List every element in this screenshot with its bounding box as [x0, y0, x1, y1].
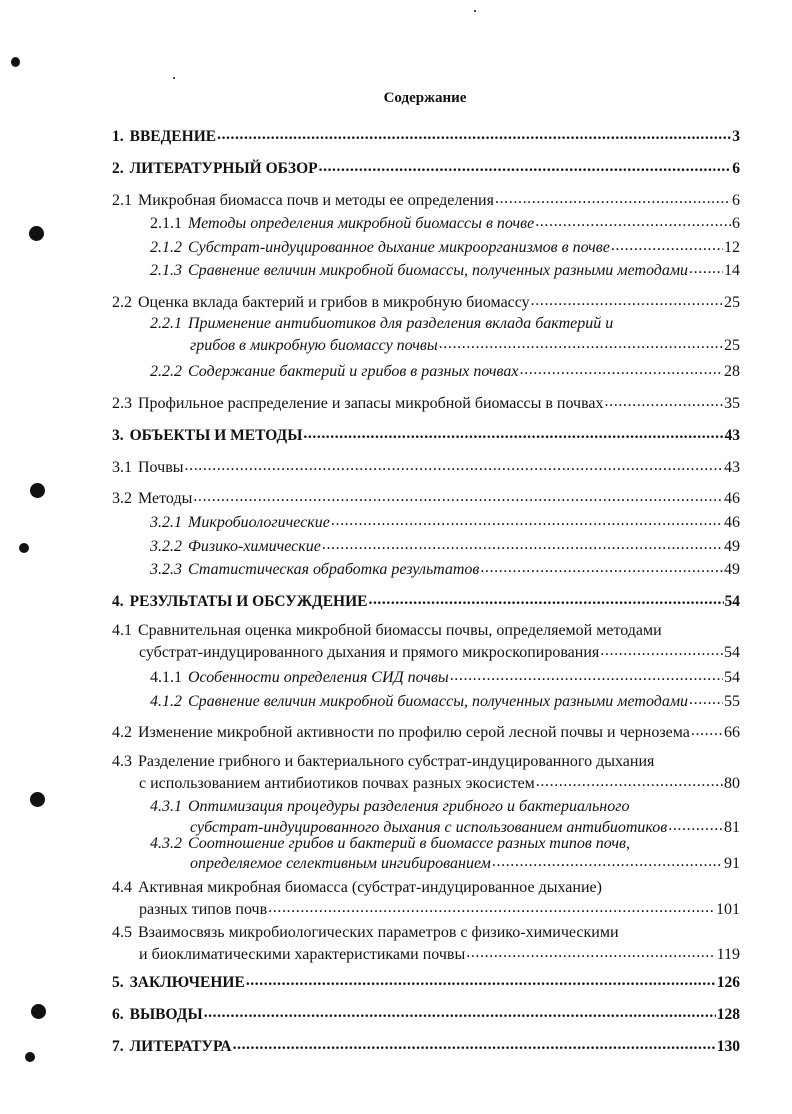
toc-entry-3[interactable]: 3. ОБЪЕКТЫ И МЕТОДЫ ..... 43 — [112, 424, 740, 445]
toc-entry-text: Субстрат-индуцированное дыхание микроорганизмов в почве — [188, 239, 610, 256]
toc-entry-4-3-cont[interactable] — [139, 772, 740, 793]
page-number: 43 — [724, 459, 740, 476]
toc-entry-4-5[interactable]: 4.5 Взаимосвязь микробиологических параметров с физико-химическими — [112, 924, 619, 941]
toc-entry-text: Микробная биомасса почв и методы ее определения — [138, 192, 494, 209]
toc-entry-text: ЗАКЛЮЧЕНИЕ — [129, 973, 245, 991]
toc-entry-text-cont: субстрат-индуцированного дыхания и прямого микроскопирования — [139, 644, 600, 661]
leader-dots — [217, 125, 731, 141]
leader-dots — [303, 424, 723, 440]
toc-entry-2-2[interactable]: 2.2 Оценка вклада бактерий и грибов в микробную биомассу ..... 25 — [112, 291, 740, 312]
punch-hole-mark — [11, 57, 20, 67]
toc-entry-4-1-1[interactable]: 4.1.1 Особенности определения СИД почвы ..... 54 — [150, 666, 740, 687]
page-number: 128 — [716, 1005, 740, 1023]
toc-entry-4-4[interactable]: 4.4 Активная микробная биомасса (субстрат-индуцированное дыхание) — [112, 879, 602, 896]
toc-entry-text: Разделение грибного и бактериального субстрат-индуцированного дыхания — [138, 753, 655, 770]
page-number: 55 — [724, 693, 740, 710]
leader-dots — [246, 971, 716, 987]
toc-entry-1[interactable]: 1. ВВЕДЕНИЕ ..... 3 — [112, 125, 740, 146]
toc-entry-text: Сравнение величин микробной биомассы, полученных разными методами — [188, 693, 689, 710]
toc-entry-text: Соотношение грибов и бактерий в биомассе разных типов почв, — [188, 835, 630, 852]
toc-entry-text: Методы — [138, 490, 193, 507]
toc-entry-2-1-2[interactable]: 2.1.2 Субстрат-индуцированное дыхание микроорганизмов в почве ..... 12 — [150, 236, 740, 257]
toc-entry-2[interactable]: 2. ЛИТЕРАТУРНЫЙ ОБЗОР ..... 6 — [112, 157, 740, 178]
page-title: Содержание — [383, 90, 467, 106]
toc-entry-text: Сравнительная оценка микробной биомассы почвы, определяемой методами — [138, 622, 662, 639]
toc-entry-2-1[interactable]: 2.1 Микробная биомасса почв и методы ее определения ..... 6 — [112, 189, 740, 210]
leader-dots — [466, 943, 715, 959]
leader-dots — [322, 535, 723, 551]
toc-entry-4[interactable]: 4. РЕЗУЛЬТАТЫ И ОБСУЖДЕНИЕ ..... 54 — [112, 590, 740, 611]
toc-entry-text: Физико-химические — [188, 538, 321, 555]
toc-entry-2-1-3[interactable]: 2.1.3 Сравнение величин микробной биомассы, полученных разными методами ..... 14 — [150, 259, 740, 280]
leader-dots — [268, 898, 715, 914]
leader-dots — [204, 1003, 716, 1019]
leader-dots — [689, 690, 723, 706]
leader-dots — [450, 666, 723, 682]
page-number: 6 — [732, 159, 740, 177]
toc-entry-3-2[interactable]: 3.2 Методы ..... 46 — [112, 487, 740, 508]
toc-entry-text: Изменение микробной активности по профилю серой лесной почвы и чернозема — [138, 724, 690, 741]
toc-entry-text-cont: разных типов почв — [139, 901, 268, 918]
toc-entry-7[interactable]: 7. ЛИТЕРАТУРА ..... 130 — [112, 1035, 740, 1056]
toc-entry-text: Почвы — [138, 459, 184, 476]
leader-dots — [480, 558, 723, 574]
toc-entry-text: ОБЪЕКТЫ И МЕТОДЫ — [129, 426, 303, 444]
toc-entry-text: РЕЗУЛЬТАТЫ И ОБСУЖДЕНИЕ — [129, 592, 368, 610]
toc-entry-4-3-2-cont[interactable] — [190, 852, 740, 873]
toc-entry-4-2[interactable]: 4.2 Изменение микробной активности по профилю серой лесной почвы и чернозема ..... 66 — [112, 721, 740, 742]
toc-entry-text-cont: и биоклиматическими характеристиками почвы — [139, 946, 466, 963]
leader-dots — [600, 641, 723, 657]
toc-entry-4-1-cont[interactable] — [139, 641, 740, 662]
toc-entry-4-4-cont[interactable] — [139, 898, 740, 919]
page-number: 54 — [724, 592, 740, 610]
page-number: 28 — [724, 363, 740, 380]
toc-entry-2-2-2[interactable]: 2.2.2 Содержание бактерий и грибов в разных почвах ..... 28 — [150, 360, 740, 381]
toc-entry-4-3-2[interactable]: 4.3.2 Соотношение грибов и бактерий в биомассе разных типов почв, — [150, 835, 630, 852]
page-number: 35 — [724, 395, 740, 412]
toc-entry-text-cont: с использованием антибиотиков почвах разных экосистем — [139, 775, 535, 792]
toc-entry-text: ЛИТЕРАТУРНЫЙ ОБЗОР — [129, 159, 318, 177]
page-number: 43 — [724, 426, 740, 444]
toc-entry-text: ВЫВОДЫ — [129, 1005, 203, 1023]
toc-entry-5[interactable]: 5. ЗАКЛЮЧЕНИЕ ..... 126 — [112, 971, 740, 992]
leader-dots — [668, 816, 723, 832]
toc-entry-text: ЛИТЕРАТУРА — [129, 1037, 232, 1055]
page-number: 49 — [724, 538, 740, 555]
toc-entry-3-1[interactable]: 3.1 Почвы ..... 43 — [112, 456, 740, 477]
leader-dots — [605, 392, 723, 408]
scan-speck — [474, 10, 476, 12]
leader-dots — [193, 487, 723, 503]
page-number: 12 — [724, 239, 740, 256]
punch-hole-mark — [30, 483, 45, 498]
toc-entry-text-cont: определяемое селективным ингибированием — [190, 855, 491, 872]
leader-dots — [185, 456, 724, 472]
toc-entry-4-1-2[interactable]: 4.1.2 Сравнение величин микробной биомассы, полученных разными методами ..... 55 — [150, 690, 740, 711]
leader-dots — [495, 189, 731, 205]
scan-speck — [173, 77, 175, 79]
toc-entry-text: Активная микробная биомасса (субстрат-индуцированное дыхание) — [138, 879, 602, 896]
page-number: 91 — [724, 855, 740, 872]
page-number: 46 — [724, 490, 740, 507]
page-number: 81 — [724, 819, 740, 836]
toc-entry-4-3-1-cont[interactable] — [190, 816, 740, 837]
page-number: 46 — [724, 514, 740, 531]
toc-entry-text-cont: субстрат-индуцированного дыхания с использованием антибиотиков — [190, 819, 668, 836]
toc-entry-3-2-3[interactable]: 3.2.3 Статистическая обработка результатов ..... 49 — [150, 558, 740, 579]
toc-entry-3-2-2[interactable]: 3.2.2 Физико-химические ..... 49 — [150, 535, 740, 556]
page-number: 3 — [732, 127, 740, 145]
toc-entry-text: Оценка вклада бактерий и грибов в микробную биомассу — [138, 294, 530, 311]
leader-dots — [439, 334, 723, 350]
leader-dots — [233, 1035, 716, 1051]
page-number: 80 — [724, 775, 740, 792]
leader-dots — [492, 852, 723, 868]
toc-entry-4-5-cont[interactable] — [139, 943, 740, 964]
toc-entry-text: Статистическая обработка результатов — [188, 561, 480, 578]
toc-entry-6[interactable]: 6. ВЫВОДЫ ..... 128 — [112, 1003, 740, 1024]
toc-entry-text: Профильное распределение и запасы микробной биомассы в почвах — [138, 395, 604, 412]
leader-dots — [331, 511, 723, 527]
toc-entry-3-2-1[interactable]: 3.2.1 Микробиологические ..... 46 — [150, 511, 740, 532]
leader-dots — [531, 291, 723, 307]
page-number: 101 — [716, 901, 740, 918]
leader-dots — [520, 360, 724, 376]
page-number: 25 — [724, 294, 740, 311]
toc-entry-text: Особенности определения СИД почвы — [188, 669, 449, 686]
toc-entry-2-1-1[interactable]: 2.1.1 Методы определения микробной биомассы в почве ..... 6 — [150, 212, 740, 233]
leader-dots — [611, 236, 723, 252]
page-number: 25 — [724, 337, 740, 354]
page-number: 49 — [724, 561, 740, 578]
toc-entry-text: Микробиологические — [188, 514, 330, 531]
toc-entry-text-cont: грибов в микробную биомассу почвы — [190, 337, 438, 354]
page-number: 66 — [724, 724, 740, 741]
leader-dots — [536, 772, 723, 788]
toc-entry-text: Методы определения микробной биомассы в почве — [188, 215, 535, 232]
punch-hole-mark — [19, 543, 29, 553]
page-number: 6 — [732, 192, 740, 209]
page-number: 119 — [716, 946, 740, 963]
punch-hole-mark — [31, 1004, 46, 1019]
punch-hole-mark — [29, 226, 44, 241]
toc-entry-2-3[interactable]: 2.3 Профильное распределение и запасы микробной биомассы в почвах ..... 35 — [112, 392, 740, 413]
leader-dots — [689, 259, 723, 275]
page-number: 54 — [724, 669, 740, 686]
toc-entry-2-2-1-cont[interactable] — [190, 334, 740, 355]
page-number: 54 — [724, 644, 740, 661]
toc-entry-4-1[interactable]: 4.1 Сравнительная оценка микробной биомассы почвы, определяемой методами — [112, 622, 662, 639]
page-number: 130 — [716, 1037, 740, 1055]
toc-entry-4-3[interactable]: 4.3 Разделение грибного и бактериального субстрат-индуцированного дыхания — [112, 753, 655, 770]
punch-hole-mark — [25, 1052, 35, 1062]
toc-entry-text: Содержание бактерий и грибов в разных почвах — [188, 363, 519, 380]
punch-hole-mark — [30, 792, 45, 807]
toc-entry-text: Взаимосвязь микробиологических параметров с физико-химическими — [138, 924, 619, 941]
leader-dots — [368, 590, 723, 606]
page-number: 126 — [716, 973, 740, 991]
leader-dots — [535, 212, 731, 228]
toc-entry-text: ВВЕДЕНИЕ — [129, 127, 217, 145]
page-number: 6 — [732, 215, 740, 232]
page-number: 14 — [724, 262, 740, 279]
toc-entry-text: Оптимизация процедуры разделения грибного и бактериального — [188, 798, 630, 815]
leader-dots — [691, 721, 723, 737]
toc-entry-2-2-1[interactable]: 2.2.1 Применение антибиотиков для разделения вклада бактерий и — [150, 315, 614, 332]
toc-entry-text: Сравнение величин микробной биомассы, полученных разными методами — [188, 262, 689, 279]
leader-dots — [319, 157, 732, 173]
toc-entry-4-3-1[interactable]: 4.3.1 Оптимизация процедуры разделения грибного и бактериального — [150, 798, 630, 815]
toc-entry-text: Применение антибиотиков для разделения вклада бактерий и — [188, 315, 614, 332]
